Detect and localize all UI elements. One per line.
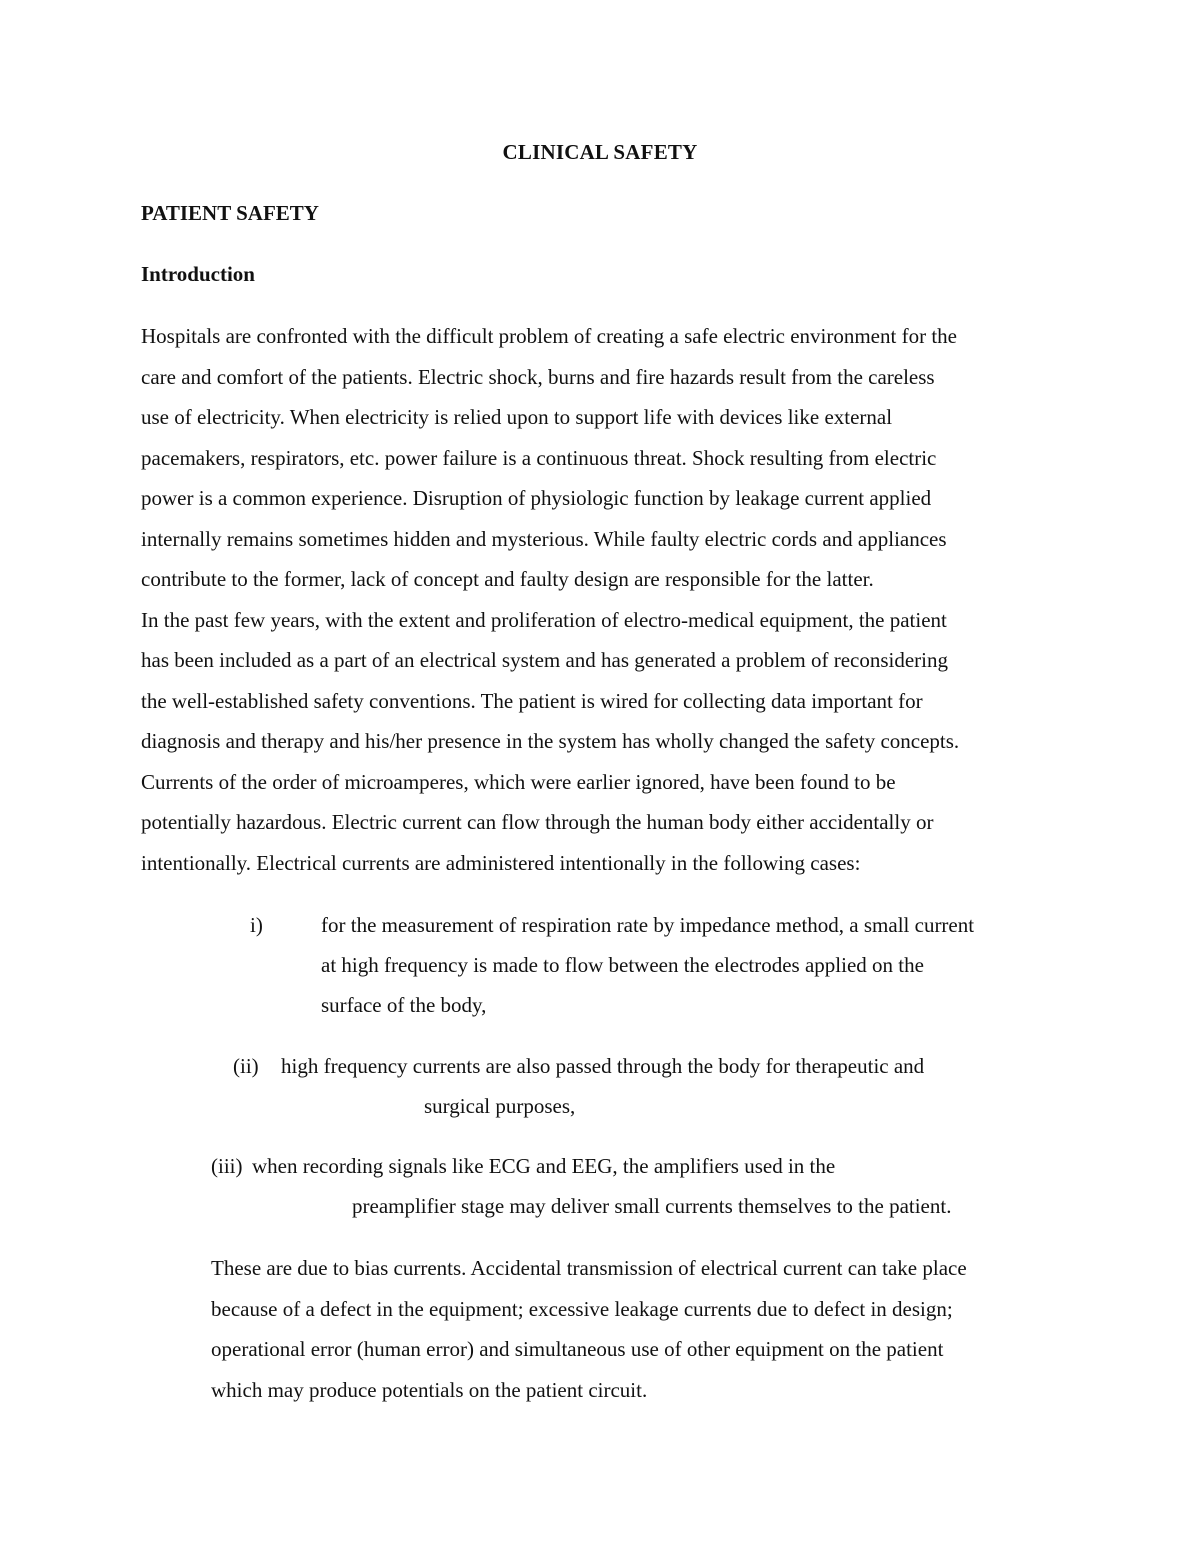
list-item-line: when recording signals like ECG and EEG, the amplifiers used in the	[252, 1154, 836, 1178]
list-item-line: surgical purposes,	[424, 1094, 576, 1118]
paragraph-line: which may produce potentials on the patient circuit.	[211, 1377, 648, 1402]
paragraph-line: power is a common experience. Disruption of physiologic function by leakage current applied	[141, 486, 932, 510]
paragraph-line: diagnosis and therapy and his/her presence in the system has wholly changed the safety concepts.	[141, 729, 960, 753]
paragraph-line: use of electricity. When electricity is relied upon to support life with devices like external	[141, 405, 893, 429]
paragraph-line: pacemakers, respirators, etc. power failure is a continuous threat. Shock resulting from electric	[141, 445, 937, 470]
paragraph-line: operational error (human error) and simultaneous use of other equipment on the patient	[211, 1337, 944, 1361]
paragraph-line: These are due to bias currents. Accidental transmission of electrical current can take place	[211, 1256, 967, 1280]
paragraph-line: intentionally. Electrical currents are administered intentionally in the following cases:	[141, 850, 861, 875]
paragraph-line: has been included as a part of an electrical system and has generated a problem of reconsidering	[141, 648, 949, 672]
paragraph-line: potentially hazardous. Electric current can flow through the human body either accidentally or	[141, 810, 934, 834]
closing-paragraph	[211, 1248, 1111, 1410]
paragraph-line: Hospitals are confronted with the difficult problem of creating a safe electric environment for the	[141, 324, 957, 348]
list-item-line: for the measurement of respiration rate by impedance method, a small current	[321, 913, 975, 937]
document-title: CLINICAL SAFETY	[502, 140, 698, 164]
list-marker: (ii)	[233, 1054, 259, 1078]
paragraph-line: Currents of the order of microamperes, which were earlier ignored, have been found to be	[141, 769, 896, 794]
paragraph-line: care and comfort of the patients. Electric shock, burns and fire hazards result from the careless	[141, 364, 935, 389]
subheading: Introduction	[141, 262, 255, 286]
list-item-line: high frequency currents are also passed through the body for therapeutic and	[281, 1054, 925, 1078]
section-heading: PATIENT SAFETY	[141, 201, 319, 225]
intro-paragraph	[141, 316, 1081, 883]
paragraph-line: contribute to the former, lack of concept and faulty design are responsible for the latter.	[141, 567, 874, 591]
list-item-line: at high frequency is made to flow between the electrodes applied on the	[321, 953, 924, 977]
paragraph-line: the well-established safety conventions. The patient is wired for collecting data important for	[141, 688, 923, 713]
list-item-line: surface of the body,	[321, 993, 487, 1017]
paragraph-line: because of a defect in the equipment; excessive leakage currents due to defect in design;	[211, 1296, 953, 1321]
list-marker: (iii)	[211, 1154, 243, 1178]
list-item-line: preamplifier stage may deliver small currents themselves to the patient.	[352, 1194, 952, 1218]
paragraph-line: internally remains sometimes hidden and mysterious. While faulty electric cords and appliances	[141, 526, 947, 551]
paragraph-line: In the past few years, with the extent and proliferation of electro-medical equipment, the patient	[141, 607, 947, 632]
list-marker: i)	[250, 913, 263, 937]
